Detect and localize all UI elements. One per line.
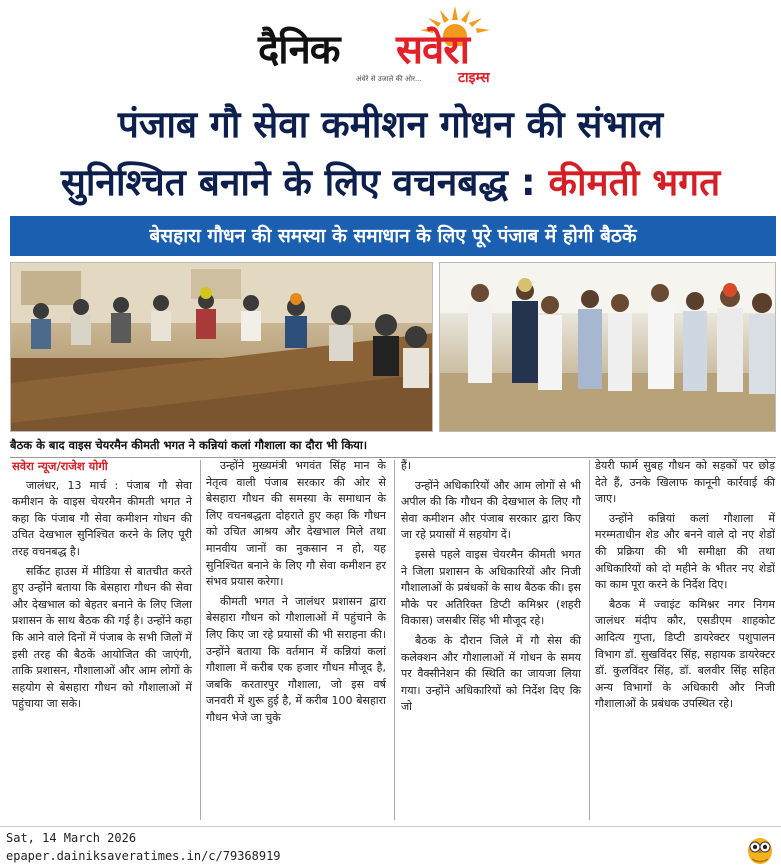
article-column-3 (401, 458, 581, 719)
owl-icon[interactable] (744, 833, 776, 865)
newspaper-logo[interactable] (258, 4, 528, 88)
gaushala-visit-photo (439, 262, 776, 432)
gaushala-visit-illustration (440, 263, 776, 432)
article-paragraph: जालंधर, 13 मार्च : पंजाब गौ सेवा कमीशन के वाइस चेयरमैन कीमती भगत ने कहा कि पंजाब गौ सेवा कमीशन गोधन की उचित देखभाल सुनिश्चित करने के लिए पूरी तरह वचनबद्ध है। (12, 478, 192, 558)
column-divider (394, 460, 395, 820)
photo-caption: बैठक के बाद वाइस चेयरमैन कीमती भगत ने कन्नियां कलां गौशाला का दौरा भी किया। (10, 438, 368, 452)
epaper-link[interactable]: epaper.dainiksaveratimes.in/c/79368919 (6, 849, 281, 863)
meeting-photo (10, 262, 433, 432)
article-paragraph: सर्किट हाउस में मीडिया से बातचीत करते हुए उन्होंने बताया कि बेसहारा गौधन की सेवा और देखभाल को बेहतर बनाने के लिए जिला प्रशासन के साथ बैठक की गई है। उन्होंने कहा कि आने वाले दिनों में पंजाब के सभी जिलों में इसी तरह की बैठकें आयोजित की जाएंगी, ताकि प्रशासन, गौशालाओं और आम लोगों के सहयोग से बेसहारा गौधन को गौशालाओं में पहुंचाया जा सके। (12, 564, 192, 711)
article-paragraph: डेयरी फार्म सुबह गौधन को सड़कों पर छोड़ देते हैं, उनके खिलाफ कानूनी कार्रवाई की जाए। (595, 459, 775, 506)
article-column-4 (595, 458, 775, 716)
logo-word-times: टाइम्स (458, 70, 490, 86)
article-paragraph: हैं। (401, 459, 412, 472)
epaper-footer (0, 826, 781, 868)
article-paragraph: बैठक में ज्वाइंट कमिश्नर नगर निगम जालंधर मंदीप कौर, एसडीएम शाहकोट आदित्य गुप्ता, डिप्टी डायरेक्टर पशुपालन विभाग डॉ. सुखविंदर सिंह, सहायक डायरेक्टर डॉ. कुलविंदर सिंह, डॉ. बलवीर सिंह सहित अन्य विभागों के अधिकारी और निजी गौशालाओं के प्रबंधक उपस्थित रहे। (595, 597, 775, 711)
article-paragraph: इससे पहले वाइस चेयरमैन कीमती भगत ने जिला प्रशासन के अधिकारियों और निजी गौशालाओं के प्रबंधकों के साथ बैठक की। इस मौके पर अतिरिक्त डिप्टी कमिश्नर (शहरी विकास) जसबीर सिंह भी मौजूद रहे। (401, 547, 581, 628)
headline-line-2-main: सुनिश्चित बनाने के लिए वचनबद्ध : (60, 161, 549, 204)
meeting-photo-illustration (11, 263, 433, 432)
headline-line-1: पंजाब गौ सेवा कमीशन गोधन की संभाल (117, 103, 664, 146)
article-paragraph: उन्होंने अधिकारियों और आम लोगों से भी अपील की कि गौधन की देखभाल के लिए गौ सेवा कमीशन और पंजाब सरकार द्वारा किए जा रहे प्रयासों में सहयोग दें। (401, 478, 581, 542)
headline-person-name: कीमती भगत (548, 161, 721, 204)
article-byline: सवेरा न्यूज/राजेश योगी (12, 459, 108, 473)
logo-tagline: अंधेरे से उजाले की ओर... (356, 75, 422, 83)
column-divider (589, 460, 590, 820)
article-paragraph: बैठक के दौरान जिले में गौ सेस की कलेक्शन और गौशालाओं में गोधन के समय पर वैक्सीनेशन की स्थिति का जायजा लिया गया। उन्होंने अधिकारियों को निर्देश दिए कि जो (401, 633, 581, 714)
article-paragraph: कीमती भगत ने जालंधर प्रशासन द्वारा बेसहारा गौधन को गौशालाओं में पहुंचाने के लिए किए जा रहे प्रयासों की भी सराहना की। उन्होंने बताया कि वर्तमान में कन्नियां कलां गौशाला में करीब एक हजार गौधन मौजूद है, जबकि करतारपुर गौशाला, जो इस वर्ष जनवरी में शुरू हुई है, में करीब 100 बेसहारा गौधन भेजे जा चुके (206, 594, 386, 724)
logo-word-dainik: दैनिक (258, 27, 340, 73)
article-column-2 (206, 458, 386, 730)
headline-line-2 (0, 160, 781, 206)
logo-word-savera: सवेरा (396, 27, 469, 73)
masthead (0, 0, 781, 92)
article-paragraph: उन्होंने कन्नियां कलां गौशाला में मरम्मताधीन शेड और बनने वाले दो नए शेडों की प्रक्रिया की भी समीक्षा की तथा अधिकारियों को दो महीने के भीतर नए शेडों का काम पूरा करने के निर्देश दिए। (595, 511, 775, 592)
article-paragraph: उन्होंने मुख्यमंत्री भगवंत सिंह मान के नेतृत्व वाली पंजाब सरकार की ओर से बेसहारा गौधन की समस्या के समाधान के लिए वचनबद्धता दोहराते हुए कहा कि गौधन को उचित आश्रय और देखभाल मिले तथा मानवीय जानों का नुकसान न हो, यह सुनिश्चित बनाने के लिए गौ सेवा कमीशन हर संभव प्रयास करेगा। (206, 459, 386, 589)
article-column-1 (12, 458, 192, 716)
edition-date: Sat, 14 March 2026 (6, 831, 137, 845)
column-divider (200, 460, 201, 820)
subheadline-banner: बेसहारा गौधन की समस्या के समाधान के लिए पूरे पंजाब में होगी बैठकें (10, 216, 776, 256)
